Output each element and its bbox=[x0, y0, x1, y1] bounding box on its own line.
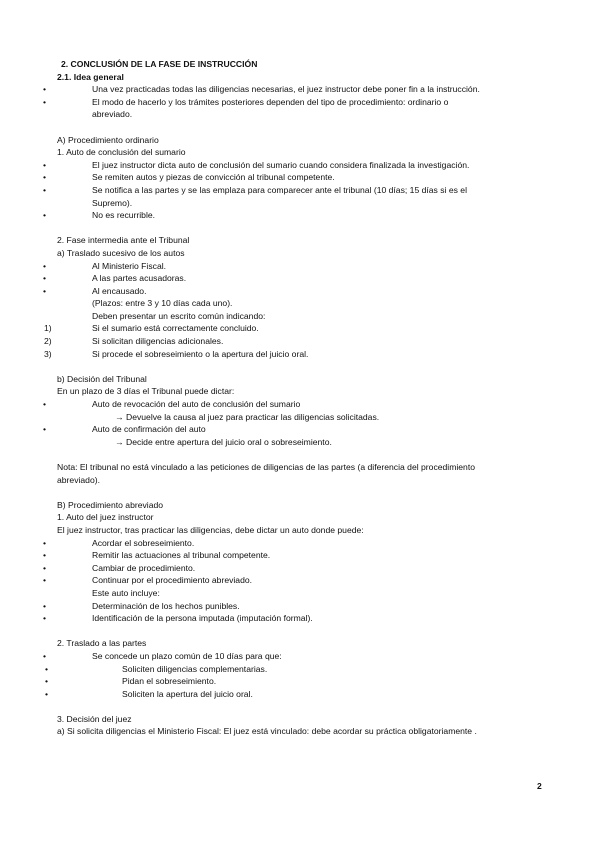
list-item: • Una vez practicadas todas las diligencias necesarias, el juez instructor debe poner fin a la instrucción. bbox=[57, 83, 547, 96]
page-number: 2 bbox=[537, 781, 542, 791]
subheading: a) Traslado sucesivo de los autos bbox=[57, 247, 185, 258]
numbered-item bbox=[44, 322, 547, 335]
procedure-heading: B) Procedimiento abreviado bbox=[57, 499, 164, 510]
item-text: Si procede el sobreseimiento o la apertura del juicio oral. bbox=[92, 348, 309, 359]
item-number: 3) bbox=[44, 348, 52, 359]
list-item: • Se concede un plazo común de 10 días para que: bbox=[57, 650, 547, 663]
procedure-heading: A) Procedimiento ordinario bbox=[57, 134, 159, 145]
list-item-continuation: Este auto incluye: bbox=[92, 587, 160, 598]
subheading: 2. Traslado a las partes bbox=[57, 638, 147, 649]
item-number: 1) bbox=[44, 323, 52, 334]
list-item: • No es recurrible. bbox=[57, 209, 547, 222]
list-item: • Al encausado. bbox=[57, 285, 547, 298]
subsection-title: 2.1. Idea general bbox=[57, 71, 124, 82]
result-line: → Devuelve la causa al juez para practicar las diligencias solicitadas. bbox=[115, 411, 380, 422]
list-item: • A las partes acusadoras. bbox=[57, 272, 547, 285]
numbered-item bbox=[44, 348, 547, 361]
list-item-continuation: Deben presentar un escrito común indicando: bbox=[92, 310, 266, 321]
list-item: • Se notifica a las partes y se las emplaza para comparecer ante el tribunal (10 días; 15 días si es el bbox=[57, 184, 547, 197]
numbered-item bbox=[44, 335, 547, 348]
list-item: • Cambiar de procedimiento. bbox=[57, 562, 547, 575]
list-item: • Acordar el sobreseimiento. bbox=[57, 537, 547, 550]
note-continuation: abreviado). bbox=[57, 474, 100, 485]
list-item: • Auto de confirmación del auto bbox=[57, 423, 547, 436]
subheading: 3. Decisión del juez bbox=[57, 713, 132, 724]
sub-list-item: • Soliciten diligencias complementarias. bbox=[57, 663, 547, 676]
section-title: 2. CONCLUSIÓN DE LA FASE DE INSTRUCCIÓN bbox=[61, 59, 258, 69]
list-item-continuation: (Plazos: entre 3 y 10 días cada uno). bbox=[92, 298, 233, 309]
paragraph: En un plazo de 3 días el Tribunal puede dictar: bbox=[57, 386, 235, 397]
list-item-continuation: abreviado. bbox=[92, 109, 133, 120]
document-page bbox=[44, 58, 547, 738]
subheading: 1. Auto del juez instructor bbox=[57, 512, 154, 523]
list-item: • Identificación de la persona imputada (imputación formal). bbox=[57, 612, 547, 625]
subheading: 1. Auto de conclusión del sumario bbox=[57, 147, 186, 158]
item-number: 2) bbox=[44, 336, 52, 347]
subheading: 2. Fase intermedia ante el Tribunal bbox=[57, 235, 190, 246]
list-item: • Al Ministerio Fiscal. bbox=[57, 260, 547, 273]
sub-list-item: • Soliciten la apertura del juicio oral. bbox=[57, 688, 547, 701]
paragraph: a) Si solicita diligencias el Ministerio Fiscal: El juez está vinculado: debe acordar su práctica obligatoriamente . bbox=[57, 726, 477, 737]
list-item: • Continuar por el procedimiento abreviado. bbox=[57, 574, 547, 587]
result-line: → Decide entre apertura del juicio oral o sobreseimiento. bbox=[115, 436, 332, 447]
list-item: • El modo de hacerlo y los trámites posteriores dependen del tipo de procedimiento: ordinario o bbox=[57, 96, 547, 109]
item-text: Si solicitan diligencias adicionales. bbox=[92, 336, 224, 347]
list-item: • El juez instructor dicta auto de conclusión del sumario cuando considera finalizada la investigación. bbox=[57, 159, 547, 172]
item-text: Si el sumario está correctamente concluido. bbox=[92, 323, 259, 334]
list-item: • Remitir las actuaciones al tribunal competente. bbox=[57, 549, 547, 562]
list-item: • Determinación de los hechos punibles. bbox=[57, 600, 547, 613]
sub-list-item: • Pidan el sobreseimiento. bbox=[57, 675, 547, 688]
list-item: • Auto de revocación del auto de conclusión del sumario bbox=[57, 398, 547, 411]
paragraph: El juez instructor, tras practicar las diligencias, debe dictar un auto donde puede: bbox=[57, 524, 364, 535]
note: Nota: El tribunal no está vinculado a las peticiones de diligencias de las partes (a diferencia del procedimiento bbox=[57, 462, 475, 472]
list-item: • Se remiten autos y piezas de convicción al tribunal competente. bbox=[57, 171, 547, 184]
subheading: b) Decisión del Tribunal bbox=[57, 373, 147, 384]
list-item-continuation: Supremo). bbox=[92, 197, 133, 208]
